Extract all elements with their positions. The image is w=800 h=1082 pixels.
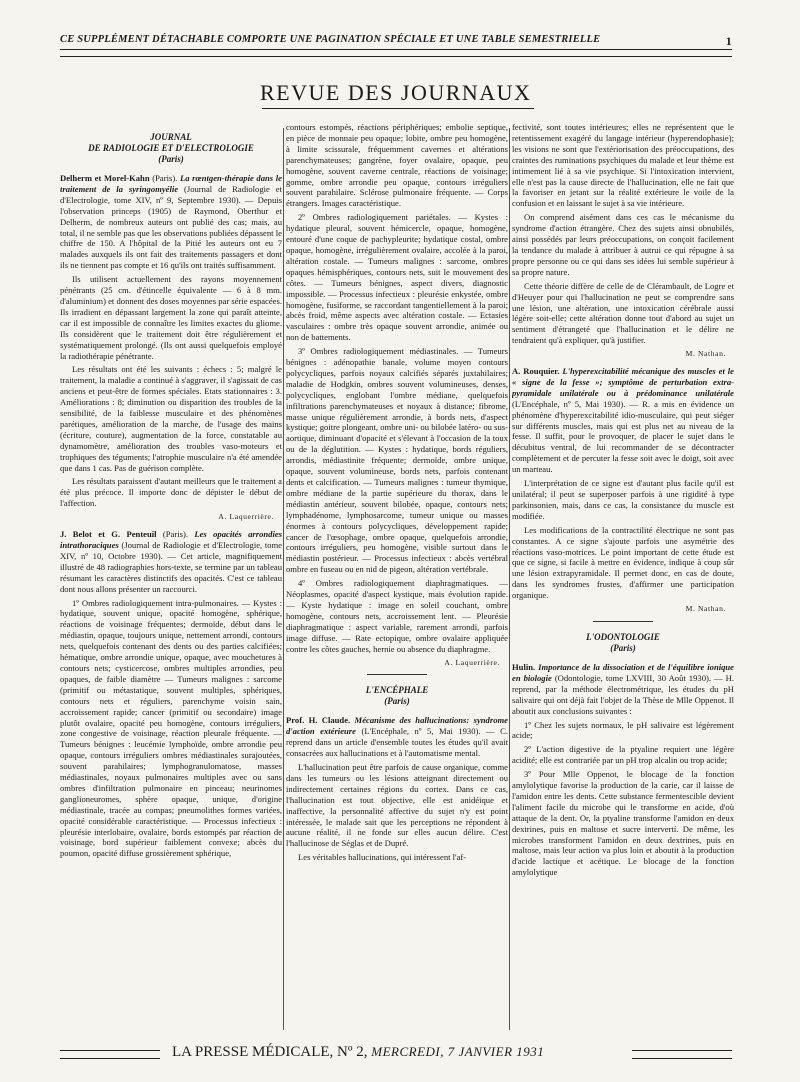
article-paragraph: (Odontologie, tome LXVIII, 30 Août 1930). — H. reprend, par la méthode électrométrique, les études du pH salivaire qui ont déjà fait l'objet de la Thèse de Mlle Oppenot. Il aboutit aux conclusions suivantes :: [512, 672, 734, 716]
article-paragraph: Ils utilisent actuellement des rayons moyennement pénétrants (25 cm. d'étincelle équivalente — 6 à 8 mm. d'aluminium) et donnent des doses moyennes par série espacées. Ils irradient en dépassant largement la zone qui paraît atteinte, car il est impossible de connaître les limites exactes du gliome. Ils considèrent que le traitement doit être régulièrement et systématiquement prolongé. (Ils ont aussi quelquefois employé la radiothérapie pénétrante.: [60, 274, 282, 361]
section-city: (Paris): [158, 154, 184, 164]
article-title: Importance de la dissociation et de l'équilibre ionique en biologie: [512, 661, 734, 683]
column-divider: [509, 128, 510, 1030]
section-separator: [593, 621, 653, 622]
article-lead: [286, 715, 508, 759]
column-divider: [283, 128, 284, 1030]
article-paragraph: Les résultats ont été les suivants : échecs : 5; malgré le traitement, la maladie a continué à s'aggraver, il s'agissait de cas anciens et peut-être de formes spéciales. Etats stationnaires : 3. Améliorations : 8; diminution ou disparition des troubles de la sensibilité, de la faiblesse musculaire et des phénomènes parétiques, amélioration de la marche, de l'usage des mains (écriture, couture), augmentation de la force, constatable au dynamomètre, amélioration des troubles vaso-moteurs et trophiques des téguments; l'atrophie musculaire n'a été amendée que dans 1 cas. Pas de guérison complète.: [60, 364, 282, 473]
article-paragraph: 3º Ombres radiologiquement médiastinales. — Tumeurs bénignes : adénopathie banale, volume moyen contours polycycliques, parfois noyaux calcifiés séparés juxtahilaires; maladie de Hodgkin, ombres souvent volumineuses, denses, polycycliques, englobant l'ombre médiane, quelquefois infiltrations parenchymateuses et noyaux à distance; fibrome, masse unique régulièrement arrondie, à bords nets, d'aspect kystique; goitre plongeant, ombre uni- ou bilobée latéro- ou sus-aortique, diminuant d'opacité et s'élevant à l'occasion de la toux ou de la déglutition. — Kystes : hydatique, bords réguliers, arrondis, médiastinite fréquente; dermoïde, ombre unique, opaque, souvent volumineuse, bords nets, parfois contenant dents et calcification. — Tumeurs malignes : tumeur thymique, ombre médiane de la partie supérieure du thorax, dans le médiastin antérieur, souvent bilobée, opaque, contours nets; lymphadénome, lymphosarcome, tumeur unique ou masses énormes à contours polycycliques, développement rapide; cancer de l'œsophage, ombre opaque, quelquefois arrondie, contours irréguliers, peu homogène, visible surtout dans le médiastin postérieur. — Processus infectieux : abcès vertébral ombre en fuseau ou en nid de pigeon, altération vertébrale.: [286, 346, 508, 575]
section-journal: L'ENCÉPHALE: [365, 685, 429, 696]
article: [512, 366, 734, 615]
article-title: La rœntgen-thérapie dans le traitement de la syringomyélie: [60, 173, 282, 194]
article-author: Delherm et Morel-Kahn: [60, 173, 150, 183]
article-title: L'hyperexcitabilité mécanique des muscles et le « signe de la fesse »; symptôme de perturbation extra-pyramidale unilatérale ou à prédominance unilatérale: [512, 366, 734, 398]
issue-date: MERCREDI, 7 JANVIER 1931: [367, 1044, 545, 1059]
page-number: 1: [725, 34, 732, 48]
article-paragraph: (Journal de Radiologie et d'Electrologie, tome XIV, nº 10, Octobre 1930). — Cet article, magnifiquement illustré de 48 radiographies hors-texte, se termine par un tableau résumant les caractères distinctifs des opacités. C'est ce tableau dont nous allons présenter un raccourci.: [60, 540, 282, 594]
section-journal: L'ODONTOLOGIE: [586, 631, 660, 642]
supplement-notice: CE SUPPLÉMENT DÉTACHABLE COMPORTE UNE PAGINATION SPÉCIALE ET UNE TABLE SEMESTRIELLE: [60, 34, 601, 45]
column-3: [512, 122, 734, 1042]
footer-text: [172, 1044, 544, 1061]
page-footer: [60, 1046, 732, 1064]
article-title: Mécanisme des hallucinations: syndrome d'action extérieure: [286, 715, 508, 737]
footer-rule-left: [60, 1050, 160, 1059]
article-paragraph: fectivité, sont toutes intérieures; elles ne représentent que le retentissement exagéré du langage intérieur (hyperendophasie); les visions ne sont que l'extériorisation des préoccupations, des craintes des ruminations psychiques du malade et leur thème est intimement lié à sa vie psychique. Si l'intoxication intervient, elle n'est pas la cause directe de l'hallucination, elle ne fait que la favoriser en jetant sur la réalité extérieure le voile de la confusion et en laissant le sujet à sa vie intérieure.: [512, 122, 734, 209]
header-rule: [60, 56, 732, 57]
article-signature: A. Laquerrière.: [444, 657, 500, 667]
article-paragraph: 2º Ombres radiologiquement pariétales. — Kystes : hydatique pleural, souvent hémicercle, opaque, homogène, entouré d'une coque de pachypleurite; hydatique costal, ombre opaque, homogène, irrégulièrement ovalaire, accolée à la paroi, altération costale. — Tumeurs malignes : sarcome, ombres opaques hémisphériques, contours nets, suit le mouvement des côtes. — Tumeurs bénignes, aspect divers, diagnostic impossible. — Processus infectieux : pleurésie enkystée, ombre homogène, fusiforme, se raccordant tangentiellement à la paroi; abcès froid, même aspects avec altération costale. — Ectasies vasculaires : ombre très opaque souvent arrondie, animée ou non de battements.: [286, 212, 508, 343]
section-heading: [512, 632, 734, 654]
article-paragraph: L'hallucination peut être parfois de cause organique, comme dans les tumeurs ou les lésions atteignant directement ou indirectement certaines régions du cortex. Dans ce cas, l'hallucination est tout objective, elle est anidéique et inaffective, la personnalité affective du sujet n'y est point intéressée, le malade sait que les perceptions ne répondent à aucune réalité, il ne fonde sur elles aucun délire. C'est l'hallucinose de Séglas et de Dupré.: [286, 762, 508, 849]
article: [60, 173, 282, 523]
column-1: [60, 122, 282, 1042]
section-heading: [60, 132, 282, 165]
article-paragraph: Les véritables hallucinations, qui intéressent l'af-: [298, 852, 467, 863]
column-2: [286, 122, 508, 1042]
section-city: (Paris): [384, 696, 410, 707]
article-paragraph: (L'Encéphale, nº 5, Mai 1930). — R. a mis en évidence un phénomène d'hyperexcitabilité idio-musculaire, qui peut siéger sur différents muscles, mais qui est plus net au niveau de la fesse. Il suffit, pour le provoquer, de placer le sujet dans le décubitus ventral, de lui recommander de se décontracter complètement et de percuter la fesse soit avec le doigt, soit avec un marteau.: [512, 398, 734, 475]
article: [512, 662, 734, 878]
page-title: REVUE DES JOURNAUX: [260, 80, 532, 105]
section-city: (Paris): [610, 642, 636, 653]
footer-rule-right: [632, 1050, 732, 1059]
section-heading: [286, 685, 508, 707]
section-journal: JOURNAL: [150, 132, 192, 142]
article-lead: [512, 662, 734, 717]
article-author: A. Rouquier.: [512, 366, 560, 377]
article-paragraph: 3º Pour Mlle Oppenot, le blocage de la fonction amylolytique favorise la production de la carie, car il laisse de l'amidon entre les dents. Cette substance fermentescible devient l'aliment facile du microbe qui le transforme en acide, d'où attaque de la dent. Or, la ptyaline transforme l'amidon en deux dextrines, puis en maltose et sucre intervertí. De même, les microbes transforment l'amidon en deux dextrines, puis en maltose, mais leur action va plus loin et aboutit à la production d'acide lactique et acétique. Le blocage de la fonction amylolytique: [512, 769, 734, 878]
article-paragraph: (L'Encéphale, nº 5, Mai 1930). — C. reprend dans un article d'ensemble toutes les études qu'il avait consacrées aux hallucinations et à l'automatisme mental.: [286, 726, 508, 759]
article-place: (Paris).: [149, 173, 180, 183]
article-lead: [60, 173, 282, 271]
section-separator: [367, 674, 427, 675]
section-journal-name: DE RADIOLOGIE ET D'ELECTROLOGIE: [88, 143, 254, 153]
supplement-header: [60, 34, 732, 50]
article-paragraph: On comprend aisément dans ces cas le mécanisme du syndrome d'action étrangère. Chez des sujets ainsi obnubilés, ainsi possédés par leurs préoccupations, on conçoit facilement la tendance du malade à attribuer à autrui ce qui répugne à sa propre personne ou ce qui dans ses idées lui semble supérieur à sa propre nature.: [512, 212, 734, 277]
journal-name: LA PRESSE MÉDICALE, Nº 2,: [172, 1044, 368, 1060]
article-continued: [512, 122, 734, 360]
article-author: J. Belot et G. Penteuil: [60, 529, 157, 540]
article-paragraph: 2º L'action digestive de la ptyaline requiert une légère acidité; elle est contrariée par un pH trop alcalin ou trop acide;: [512, 744, 734, 766]
article-place: (Paris).: [156, 529, 195, 540]
article-author: Prof. H. Claude.: [286, 715, 351, 726]
article-signature: A. Laquerrière.: [218, 512, 274, 522]
article-paragraph: Les résultats paraissent d'autant meilleurs que le traitement a été plus précoce. Il importe donc de dépister le début de l'affection.: [60, 476, 282, 509]
article-title: Les opacités arrondies intrathoraciques: [60, 529, 282, 550]
article-paragraph: contours estompés, réactions périphériques; embolie septique, en pièce de monnaie peu opaque; lobite, ombre peu homogène, à limite scissurale, fréquemment cavernes et altérations parenchymateuses; gangrène, foyer ovalaire, opaque, peu homogène, souvent caverne centrale, réactions de voisinage; gomme, ombre arrondie peu opaque, contours irréguliers souvent parahilaire. Sclérose pulmonaire fréquente. — Corps étrangers. Images caractéristique.: [286, 122, 508, 209]
article-paragraph: 1º Ombres radiologiquement intra-pulmonaires. — Kystes : hydatique, souvent unique, opacité homogène, sphérique, réactions de voisinage fréquentes; dermoïde, début dans le médiastin, opaque, toujours unique, nettement arrondi, contours nets, quelquefois contenant des dents ou des parties calcifiées; hématique, ombre arrondie unique, opaque, avec mouchetures à contours nets; cysticercose, ombres multiples arrondies, peu opaques, de faible diamètre — Tumeurs malignes : sarcome (primitif ou métastatique, souvent multiples, sphériques, contours nets et réguliers, parenchyme voisin sain, accroissement rapide; cancer (primitif ou secondaire) image plutôt ovalaire, opacité peu homogène, contours irréguliers, zone congestive de voisinage, réaction pleurale fréquente. — Tumeurs bénignes : leucémie lymphoïde, ombre arrondie peu opaque, contours irréguliers ombres médiastinales surajoutées, souvent parahilaires; lymphogranulomatose, masses médiastinales, noyaux pulmonaires multiples avec ou sans ombres d'infiltration pulmonaire en pinceau; neurinomes ganglioneuromes, sphère opaque, unique, d'origine médiastinale, tracée au compas; pneumolithes formes variées, opacité considérable caractéristique. — Processus infectieux : pleurésie interlobaire, ovalaire, bords estompés par réaction de voisinage, bord supérieur faiblement convexe; abcès du poumon, opacité diffuse grossièrement sphérique,: [60, 597, 282, 859]
article-paragraph: (Journal de Radiologie et d'Electrologie, tome XIV, nº 9, Septembre 1930). — Depuis l'observation princeps (1905) de Raymond, Oberthur et Delherm, de nombreux auteurs ont publié des cas; mais, au total, il ne semble pas que les observations publiées dépassent le chiffre de 150. A l'hôpital de la Pitié les auteurs ont eu 7 malades auxquels ils ont fait des traitements passagers et dont ils ne tiennent pas compte et 16 qu'ils ont traités suffisamment.: [60, 183, 282, 271]
article-paragraph: 1º Chez les sujets normaux, le pH salivaire est légèrement acide;: [512, 719, 734, 741]
article-lead: [512, 366, 734, 475]
article-lead: [60, 529, 282, 594]
article-author: Hulin.: [512, 661, 536, 672]
article-continued: [286, 122, 508, 668]
title-rule: [262, 108, 534, 109]
article-paragraph: Les modifications de la contractilité électrique ne sont pas constantes. A ce signe s'ajoute parfois une asymétrie des réactions vaso-motrices. Le point important de cette étude est que ce signe, si facile à mettre en évidence, indique à coup sûr une lésion extrapyramidale. Il permet donc, en cas de doute, dans les syndromes frustes, d'affirmer une participation organique.: [512, 524, 734, 601]
article: [286, 715, 508, 863]
article-signature: M. Nathan.: [685, 349, 726, 359]
article-paragraph: 4º Ombres radiologiquement diaphragmatiques. — Néoplasmes, opacité d'aspect kystique, mais évolution rapide. — Kyste hydatique : image en soleil couchant, ombre homogène, contours nets, accroissement lent. — Pleurésie diaphragmatique : aspect variable, rarement arrondi, parfois image diffuse. — Rate ectopique, ombre ovalaire appliquée contre les côtes gauches, hernie ou absence du diaphragme.: [286, 578, 508, 654]
article: [60, 529, 282, 859]
article-paragraph: L'interprétation de ce signe est d'autant plus facile qu'il est unilatéral; il peut se superposer parfois à une rigidité à type parkinsonien, mais, dans ce cas, la consistance du muscle est modifiée.: [512, 478, 734, 521]
article-signature: M. Nathan.: [685, 604, 726, 614]
article-paragraph: Cette théorie diffère de celle de de Clérambault, de Logre et d'Heuyer pour qui l'hallucination ne peut se comprendre sans une lésion, une altération, une intoxication cérébrale aussi légère soit-elle; cette altération donne tout d'abord au sujet un sentiment d'étrangeté que l'hallucination et le délire ne tendraient qu'à expliquer, qu'à justifier.: [512, 280, 734, 346]
